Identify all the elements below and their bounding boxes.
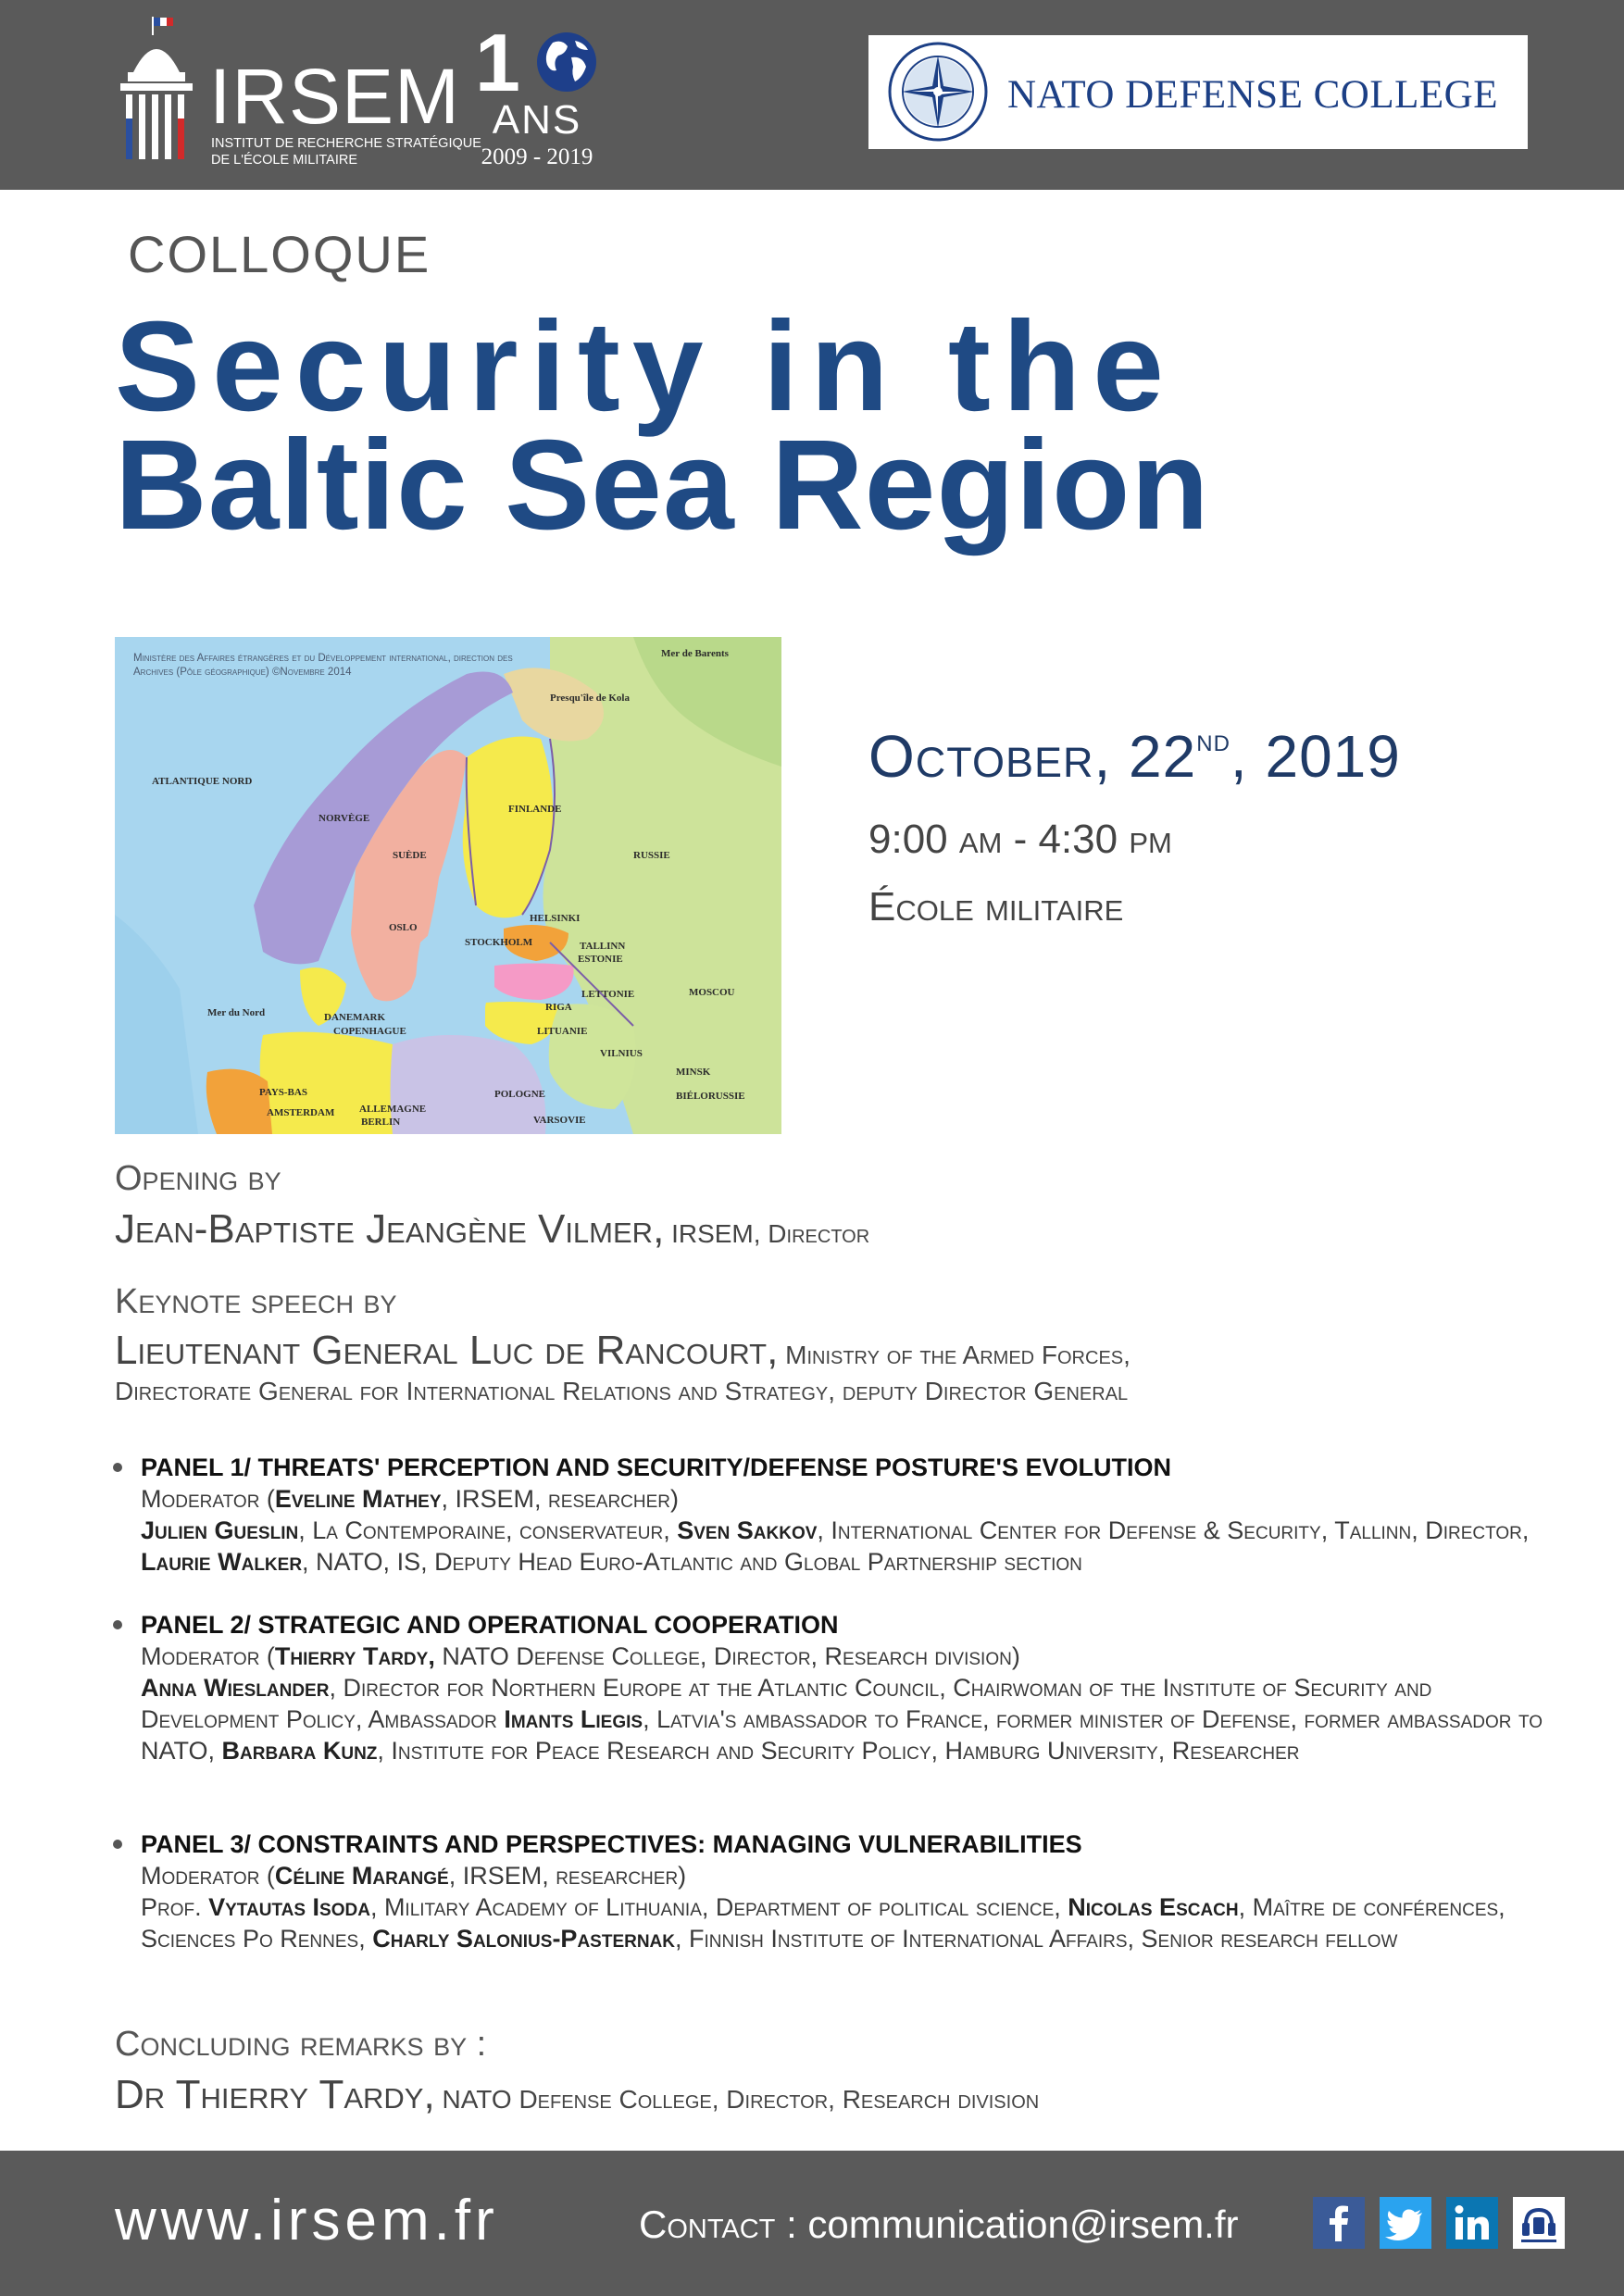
map-credit: Ministère des Affaires étrangères et du Développement international, direction des Archives (Pôle géographique) ©Novembre 2014 — [133, 653, 513, 678]
event-date — [868, 722, 1401, 791]
panel-3 — [141, 1828, 1567, 1954]
event-date-year: , 2019 — [1230, 723, 1401, 790]
map-label: VARSOVIE — [533, 1115, 586, 1126]
panel-2 — [141, 1609, 1567, 1766]
linkedin-icon[interactable] — [1446, 2197, 1498, 2249]
podcast-icon[interactable] — [1513, 2197, 1565, 2249]
anniversary-number: 1 — [475, 17, 520, 108]
panel-speakers — [141, 1891, 1567, 1954]
event-title-line1: Security in the — [115, 295, 1176, 438]
event-date-suffix: nd — [1196, 723, 1230, 758]
map-label: COPENHAGUE — [333, 1026, 406, 1037]
panel-title: PANEL 2/ STRATEGIC AND OPERATIONAL COOPERATION — [141, 1611, 839, 1639]
map-label: FINLANDE — [508, 804, 562, 815]
speaker-role: , NATO, IS, Deputy Head Euro-Atlantic and Global Partnership section — [302, 1548, 1082, 1576]
moderator-prefix: Moderator ( — [141, 1642, 275, 1670]
keynote-speaker-name: Lieutenant General Luc de Rancourt, — [115, 1328, 779, 1373]
footer-banner — [0, 2151, 1624, 2296]
speaker-name: Laurie Walker — [141, 1548, 303, 1576]
panel-speakers — [141, 1672, 1567, 1766]
anniversary-badge — [468, 17, 616, 178]
anniversary-years: 2009 - 2019 — [481, 144, 593, 169]
panel-moderator — [141, 1483, 1567, 1515]
map-label: Mer de Barents — [661, 648, 729, 659]
concluding-speaker-name: Dr Thierry Tardy, — [115, 2072, 435, 2117]
contact-line — [639, 2202, 1239, 2247]
map-label: POLOGNE — [494, 1089, 546, 1100]
map-label: RIGA — [545, 1002, 572, 1013]
anniversary-label: ANS — [492, 97, 582, 143]
bullet-icon — [113, 1463, 122, 1472]
header-banner — [0, 0, 1624, 190]
irsem-name: IRSEM — [209, 53, 461, 140]
concluding-speaker — [115, 2072, 1039, 2118]
speaker-role: , Institute for Peace Research and Security Policy, Hamburg University, Researcher — [377, 1737, 1300, 1765]
keynote-speaker-role-cont: Directorate General for International Relations and Strategy, deputy Director General — [115, 1377, 1129, 1405]
moderator-prefix: Moderator ( — [141, 1862, 275, 1890]
map-label: Mer du Nord — [207, 1007, 266, 1018]
speaker-role: , Military Academy of Lithuania, Department of political science, — [369, 1893, 1068, 1921]
moderator-role: NATO Defense College, Director, Research division) — [434, 1642, 1020, 1670]
facebook-icon[interactable] — [1313, 2197, 1365, 2249]
moderator-role: , IRSEM, researcher) — [448, 1862, 687, 1890]
speaker-role: , International Center for Defense & Security, Tallinn, Director, — [817, 1516, 1530, 1544]
speaker-role: , Finnish Institute of International Affairs, Senior research fellow — [675, 1925, 1398, 1953]
speaker-role: , La Contemporaine, conservateur, — [298, 1516, 678, 1544]
speaker-role: , Maître de conférences, Sciences Po Rennes, — [141, 1893, 1505, 1953]
speaker-name: Imants Liegis — [504, 1705, 643, 1733]
irsem-subtitle-line1: INSTITUT DE RECHERCHE STRATÉGIQUE — [211, 136, 481, 151]
concluding-speaker-role: NATO Defense College, Director, Research division — [434, 2085, 1040, 2114]
opening-label: Opening by — [115, 1159, 281, 1198]
map-label: TALLINN — [580, 941, 626, 952]
map-label: LITUANIE — [537, 1026, 588, 1037]
speaker-name: Sven Sakkov — [677, 1516, 818, 1544]
keynote-speaker — [115, 1328, 1131, 1374]
map-label: ESTONIE — [578, 954, 623, 965]
map-label: HELSINKI — [530, 913, 581, 924]
opening-speaker — [115, 1206, 869, 1253]
moderator-name: Céline Marangé — [274, 1862, 449, 1890]
contact-email-link[interactable]: communication@irsem.fr — [807, 2202, 1239, 2246]
map-label: RUSSIE — [633, 850, 670, 861]
opening-speaker-name: Jean-Baptiste Jeangène Vilmer, — [115, 1206, 665, 1252]
map-label: BERLIN — [361, 1117, 401, 1128]
keynote-speaker-role: Ministry of the Armed Forces, — [778, 1341, 1131, 1369]
irsem-building-icon — [117, 17, 196, 174]
bullet-icon — [113, 1840, 122, 1849]
moderator-name: Eveline Mathey — [274, 1485, 442, 1513]
event-title-line2: Baltic Sea Region — [115, 414, 1210, 556]
moderator-name: Thierry Tardy, — [274, 1642, 435, 1670]
speaker-name: Nicolas Escach — [1068, 1893, 1239, 1921]
map-label: MINSK — [676, 1067, 711, 1078]
map-label: LETTONIE — [581, 989, 635, 1000]
panel-title: PANEL 3/ CONSTRAINTS AND PERSPECTIVES: MANAGING VULNERABILITIES — [141, 1830, 1082, 1858]
map-illustration — [115, 637, 781, 1134]
speaker-name: Anna Wieslander — [141, 1674, 330, 1702]
event-date-main: October, 22 — [868, 723, 1197, 790]
panel-speakers — [141, 1515, 1567, 1578]
map-label: AMSTERDAM — [267, 1107, 335, 1118]
ndc-name: NATO DEFENSE COLLEGE — [1007, 73, 1498, 117]
speaker-name: Charly Salonius-Pasternak — [372, 1925, 675, 1953]
irsem-logo — [117, 17, 481, 179]
map-label: DANEMARK — [324, 1012, 385, 1023]
moderator-prefix: Moderator ( — [141, 1485, 275, 1513]
opening-speaker-role: IRSEM, Director — [664, 1219, 870, 1248]
bullet-icon — [113, 1620, 122, 1629]
panel-1 — [141, 1452, 1567, 1578]
ndc-logo — [868, 35, 1528, 149]
event-time: 9:00 am - 4:30 pm — [868, 817, 1172, 862]
contact-separator: : — [775, 2202, 808, 2246]
map-label: PAYS-BAS — [259, 1087, 307, 1098]
event-kind: COLLOQUE — [128, 225, 431, 283]
website-link[interactable]: www.irsem.fr — [115, 2189, 499, 2252]
speaker-role: , Director for Northern Europe at the Atlantic Council, Chairwoman of the Institute of Security and Development Policy, Ambassador — [141, 1674, 1432, 1733]
ndc-emblem-icon — [887, 41, 989, 143]
map-label: NORVÈGE — [319, 813, 370, 824]
map-label: MOSCOU — [689, 987, 735, 998]
map-label: STOCKHOLM — [465, 937, 533, 948]
speaker-name: Barbara Kunz — [221, 1737, 378, 1765]
irsem-subtitle-line2: DE L'ÉCOLE MILITAIRE — [211, 153, 358, 168]
map-label: BIÉLORUSSIE — [676, 1091, 745, 1102]
event-venue: École militaire — [868, 884, 1124, 930]
speaker-role: , Latvia's ambassador to France, former minister of Defense, former ambassador to NATO, — [141, 1705, 1543, 1765]
speaker-name: Julien Gueslin — [141, 1516, 299, 1544]
irsem-subtitle — [211, 135, 481, 168]
event-title — [115, 295, 1210, 556]
speaker-name: Vytautas Isoda — [208, 1893, 370, 1921]
twitter-icon[interactable] — [1380, 2197, 1431, 2249]
panel-moderator — [141, 1641, 1567, 1672]
map-label: ATLANTIQUE NORD — [152, 776, 253, 787]
panel-moderator — [141, 1860, 1567, 1891]
map-label: VILNIUS — [600, 1048, 643, 1059]
moderator-role: , IRSEM, researcher) — [441, 1485, 680, 1513]
baltic-map — [115, 637, 781, 1134]
speaker-title: Prof. — [141, 1893, 209, 1921]
map-label: SUÈDE — [393, 850, 427, 861]
map-label: OSLO — [389, 922, 418, 933]
contact-label: Contact — [639, 2202, 776, 2246]
panel-title: PANEL 1/ THREATS' PERCEPTION AND SECURITY/DEFENSE POSTURE'S EVOLUTION — [141, 1454, 1171, 1481]
keynote-label: Keynote speech by — [115, 1282, 397, 1321]
concluding-label: Concluding remarks by : — [115, 2025, 487, 2064]
globe-icon — [534, 30, 599, 94]
map-label: ALLEMAGNE — [359, 1104, 427, 1115]
map-label: Presqu'île de Kola — [550, 693, 630, 704]
